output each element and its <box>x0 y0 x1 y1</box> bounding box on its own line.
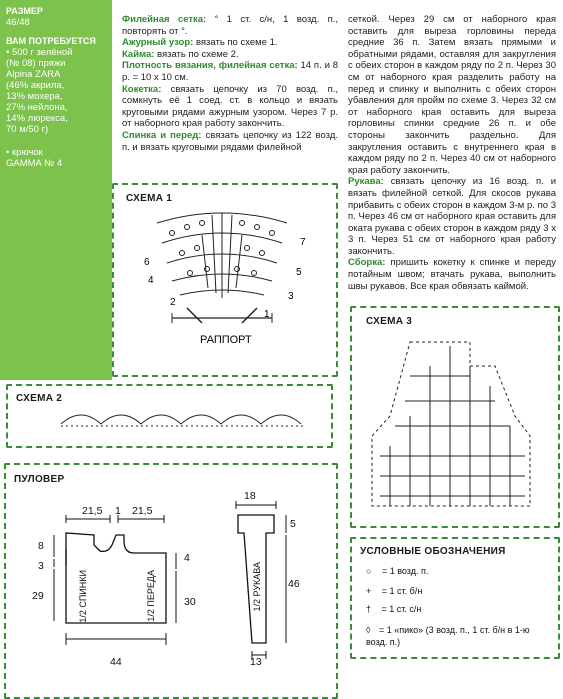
schema-1-chart <box>112 183 338 377</box>
dim-left-29: 29 <box>32 590 44 602</box>
dim-top-mid: 1 <box>115 505 121 517</box>
chain-icon: ○ <box>366 566 372 576</box>
rapport-label: РАППОРТ <box>200 334 252 346</box>
instructions-col-2 <box>348 14 556 292</box>
yarn-line: 70 м/50 г) <box>6 124 49 135</box>
openwork-label: Ажурный узор: <box>122 37 194 49</box>
front-piece-label: 1/2 ПЕРЕДА <box>146 570 156 622</box>
yarn-line: 14% люрекса, <box>6 113 68 124</box>
row-label: 2 <box>170 297 176 308</box>
pullover-title: ПУЛОВЕР <box>14 474 65 485</box>
legend-item <box>366 624 550 648</box>
dim-left-3: 3 <box>38 560 44 572</box>
legend-text: = 1 ст. б/н <box>381 586 423 596</box>
legend-text: = 1 возд. п. <box>381 566 429 576</box>
sleeve-dim-bottom: 13 <box>250 656 262 668</box>
schema-2-title: СХЕМА 2 <box>16 393 63 404</box>
double-crochet-icon: † <box>366 604 372 614</box>
legend-title: УСЛОВНЫЕ ОБОЗНАЧЕНИЯ <box>360 546 506 557</box>
assembly-text: пришить кокетку к спинке и переду потайным швом; втачать рукава, выполнить швы рукавов. Все края обвязать каймой. <box>348 257 557 292</box>
dim-bottom-44: 44 <box>110 656 122 668</box>
need-label: ВАМ ПОТРЕБУЕТСЯ <box>6 36 96 46</box>
sidebar-materials <box>6 36 108 169</box>
dim-right-4: 4 <box>184 552 190 564</box>
picot-icon: ◊ <box>366 625 371 635</box>
back-piece-label: 1/2 СПИНКИ <box>78 570 88 623</box>
dim-top-left: 21,5 <box>82 505 103 517</box>
back-front-label: Спинка и перед: <box>122 129 202 141</box>
gauge-label: Плотность вязания, филейная сетка: <box>122 60 298 72</box>
dim-left-8: 8 <box>38 540 44 552</box>
yarn-line: (№ 08) пряжи <box>6 58 66 69</box>
dim-right-30: 30 <box>184 596 196 608</box>
sidebar-size <box>6 6 108 28</box>
yarn-line: Alpina ZARA <box>6 69 61 80</box>
yarn-line: • 500 г зелёной <box>6 47 73 58</box>
sleeve-dim-top: 18 <box>244 490 256 502</box>
single-crochet-icon: + <box>366 586 372 596</box>
legend-item <box>366 566 428 576</box>
instructions-col-1 <box>122 14 338 153</box>
row-label: 3 <box>288 291 294 302</box>
edging-text: вязать по схеме 2. <box>157 48 239 60</box>
sleeve-piece-label: 1/2 РУКАВА <box>252 562 262 612</box>
sleeves-label: Рукава: <box>348 176 384 188</box>
mesh-label: Филейная сетка: <box>122 14 207 25</box>
gauge-text: 14 п. и 8 р. = 10 х 10 см. <box>122 60 339 83</box>
row-label: 1 <box>264 309 270 320</box>
yoke-label: Кокетка: <box>122 83 162 95</box>
legend-text: = 1 «пико» (3 возд. п., 1 ст. б/н в 1-ю возд. п.) <box>366 625 530 647</box>
hook-line: GAMMA № 4 <box>6 158 63 169</box>
row-label: 7 <box>300 237 306 248</box>
yarn-line: 13% мохера, <box>6 91 63 102</box>
sleeve-dim-46: 46 <box>288 578 300 590</box>
schema-2-chart <box>6 384 333 448</box>
yarn-line: (46% акрила, <box>6 80 65 91</box>
row-label: 5 <box>296 267 302 278</box>
row-label: 6 <box>144 257 150 268</box>
yarn-line: 27% нейлона, <box>6 102 68 113</box>
assembly-label: Сборка: <box>348 257 386 269</box>
hook-line: • крючок <box>6 147 43 158</box>
size-value: 46/48 <box>6 17 30 28</box>
schema-1-title: СХЕМА 1 <box>126 193 173 204</box>
yoke-text: связать цепочку из 70 возд. п., сомкнуть её 1 соед. ст. в кольцо и вязать круговыми рядами ажурным узором. Через 7 р. от наборного края работу закончить. <box>122 83 338 130</box>
row-label: 4 <box>148 275 154 286</box>
legend-text: = 1 ст. с/н <box>381 604 422 614</box>
size-label: РАЗМЕР <box>6 6 43 16</box>
edging-label: Кайма: <box>122 48 155 60</box>
body-continued-text: сеткой. Через 29 см от наборного края оставить для выреза горловины переда средние 36 п. Затем вязать прямыми и обратными рядами, оставляя для закругления с обеих сторон в каждом ряду по 2 п. Через 30 см от наборного края разделить работу на перед и спинку и выполнить с обеих сторон убавления для пройм по схеме 3. Через 32 см от наборного края оставить для выреза горловины спинки средние 26 п. и обе стороны закончить раздельно. Для закругления оставить с внутреннего края в каждом ряду по 2 п. Через 40 см от наборного края работу закончить. <box>348 14 556 176</box>
openwork-text: вязать по схеме 1. <box>195 37 278 49</box>
sleeve-dim-5: 5 <box>290 518 296 530</box>
sleeves-text: связать цепочку из 16 возд. п. и вязать филейной сеткой. Для скосов рукава прибавить с обеих сторон в каждом 3-м р. по 3 п. Через 46 см от наборного края оставить для оката рукава с обеих сторон в каждом ряду 3 х 3 п. Через 51 см от наборного края работу закончить. <box>348 176 557 257</box>
mesh-text: ° 1 ст. с/н, 1 возд. п., повторять от °. <box>122 14 338 37</box>
legend-item <box>366 586 422 596</box>
schema-3-chart <box>350 306 560 528</box>
schema-3-title: СХЕМА 3 <box>366 316 413 327</box>
dim-top-right: 21,5 <box>132 505 153 517</box>
legend-item <box>366 604 421 614</box>
back-front-text: связать цепочку из 122 возд. п. и вязать круговыми рядами филейной <box>122 129 338 153</box>
